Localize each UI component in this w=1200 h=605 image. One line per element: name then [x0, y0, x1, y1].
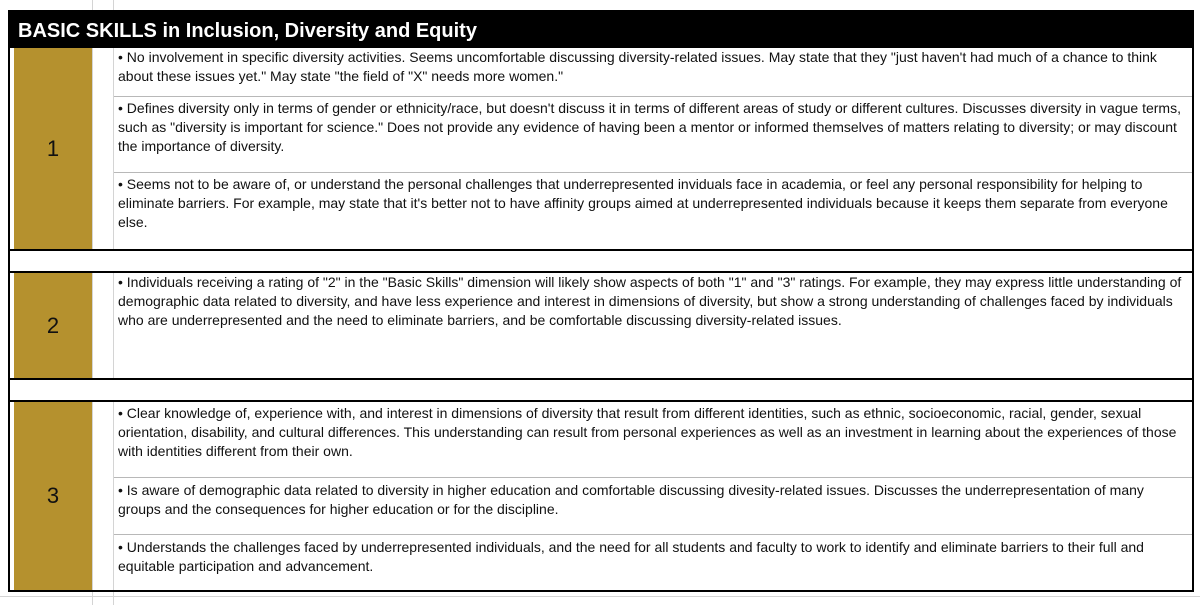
criterion-item: • Individuals receiving a rating of "2" in the "Basic Skills" dimension will likely show aspects of both "1" and "3" ratings. For example, they may express little understanding of demographic data related to diversity, and have less experience and interest in dimensions of diversity, but show a strong understanding of challenges faced by individuals who are underrepresented and the need to eliminate barriers, and be comfortable discussing diversity-related issues.	[118, 274, 1182, 328]
rubric-title: BASIC SKILLS in Inclusion, Diversity and Equity	[10, 12, 1192, 48]
band-spacer	[10, 380, 1192, 402]
criteria-list	[114, 48, 1192, 249]
rating-band-2	[10, 273, 1192, 380]
score-cell: 3	[14, 402, 92, 590]
band-spacer	[10, 251, 1192, 273]
grid-line	[0, 596, 1200, 597]
criterion-item: • Seems not to be aware of, or understand the personal challenges that underrepresented inviduals face in academia, or feel any personal responsibility for helping to eliminate barriers. For example, may state that it's better not to have affinity groups aimed at underrepresented individuals because it keeps them separate from everyone else.	[118, 176, 1168, 230]
rating-band-1	[10, 48, 1192, 251]
criterion-item: • Is aware of demographic data related to diversity in higher education and comfortable discussing divesity-related issues. Discusses the underrepresentation of many groups and the consequences for higher education or for the discipline.	[114, 478, 1192, 535]
criteria-list	[114, 402, 1192, 590]
score-cell: 2	[14, 273, 92, 378]
rating-band-3	[10, 402, 1192, 592]
rubric-table	[8, 10, 1194, 592]
criterion-item: • Understands the challenges faced by underrepresented individuals, and the need for all students and faculty to work to identify and eliminate barriers to their full and equitable participation and advancement.	[118, 539, 1144, 574]
score-cell: 1	[14, 48, 92, 249]
criterion-item: • Defines diversity only in terms of gender or ethnicity/race, but doesn't discuss it in terms of different areas of study or different cultures. Discusses diversity in vague terms, such as "diversity is important for science." Does not provide any evidence of having been a mentor or informed themselves of matters relating to diversity; or may discount the importance of diversity.	[114, 97, 1192, 173]
criterion-item: • Clear knowledge of, experience with, and interest in dimensions of diversity that result from different identities, such as ethnic, socioeconomic, racial, gender, sexual orientation, disability, and cultural differences. This understanding can result from personal experiences as well as an investment in learning about the experiences of those with identities different from their own.	[114, 402, 1192, 478]
criteria-list	[114, 273, 1192, 378]
criterion-item: • No involvement in specific diversity activities. Seems uncomfortable discussing diversity-related issues. May state that they "just haven't had much of a chance to think about these issues yet." May state "the field of "X" needs more women."	[114, 48, 1192, 97]
